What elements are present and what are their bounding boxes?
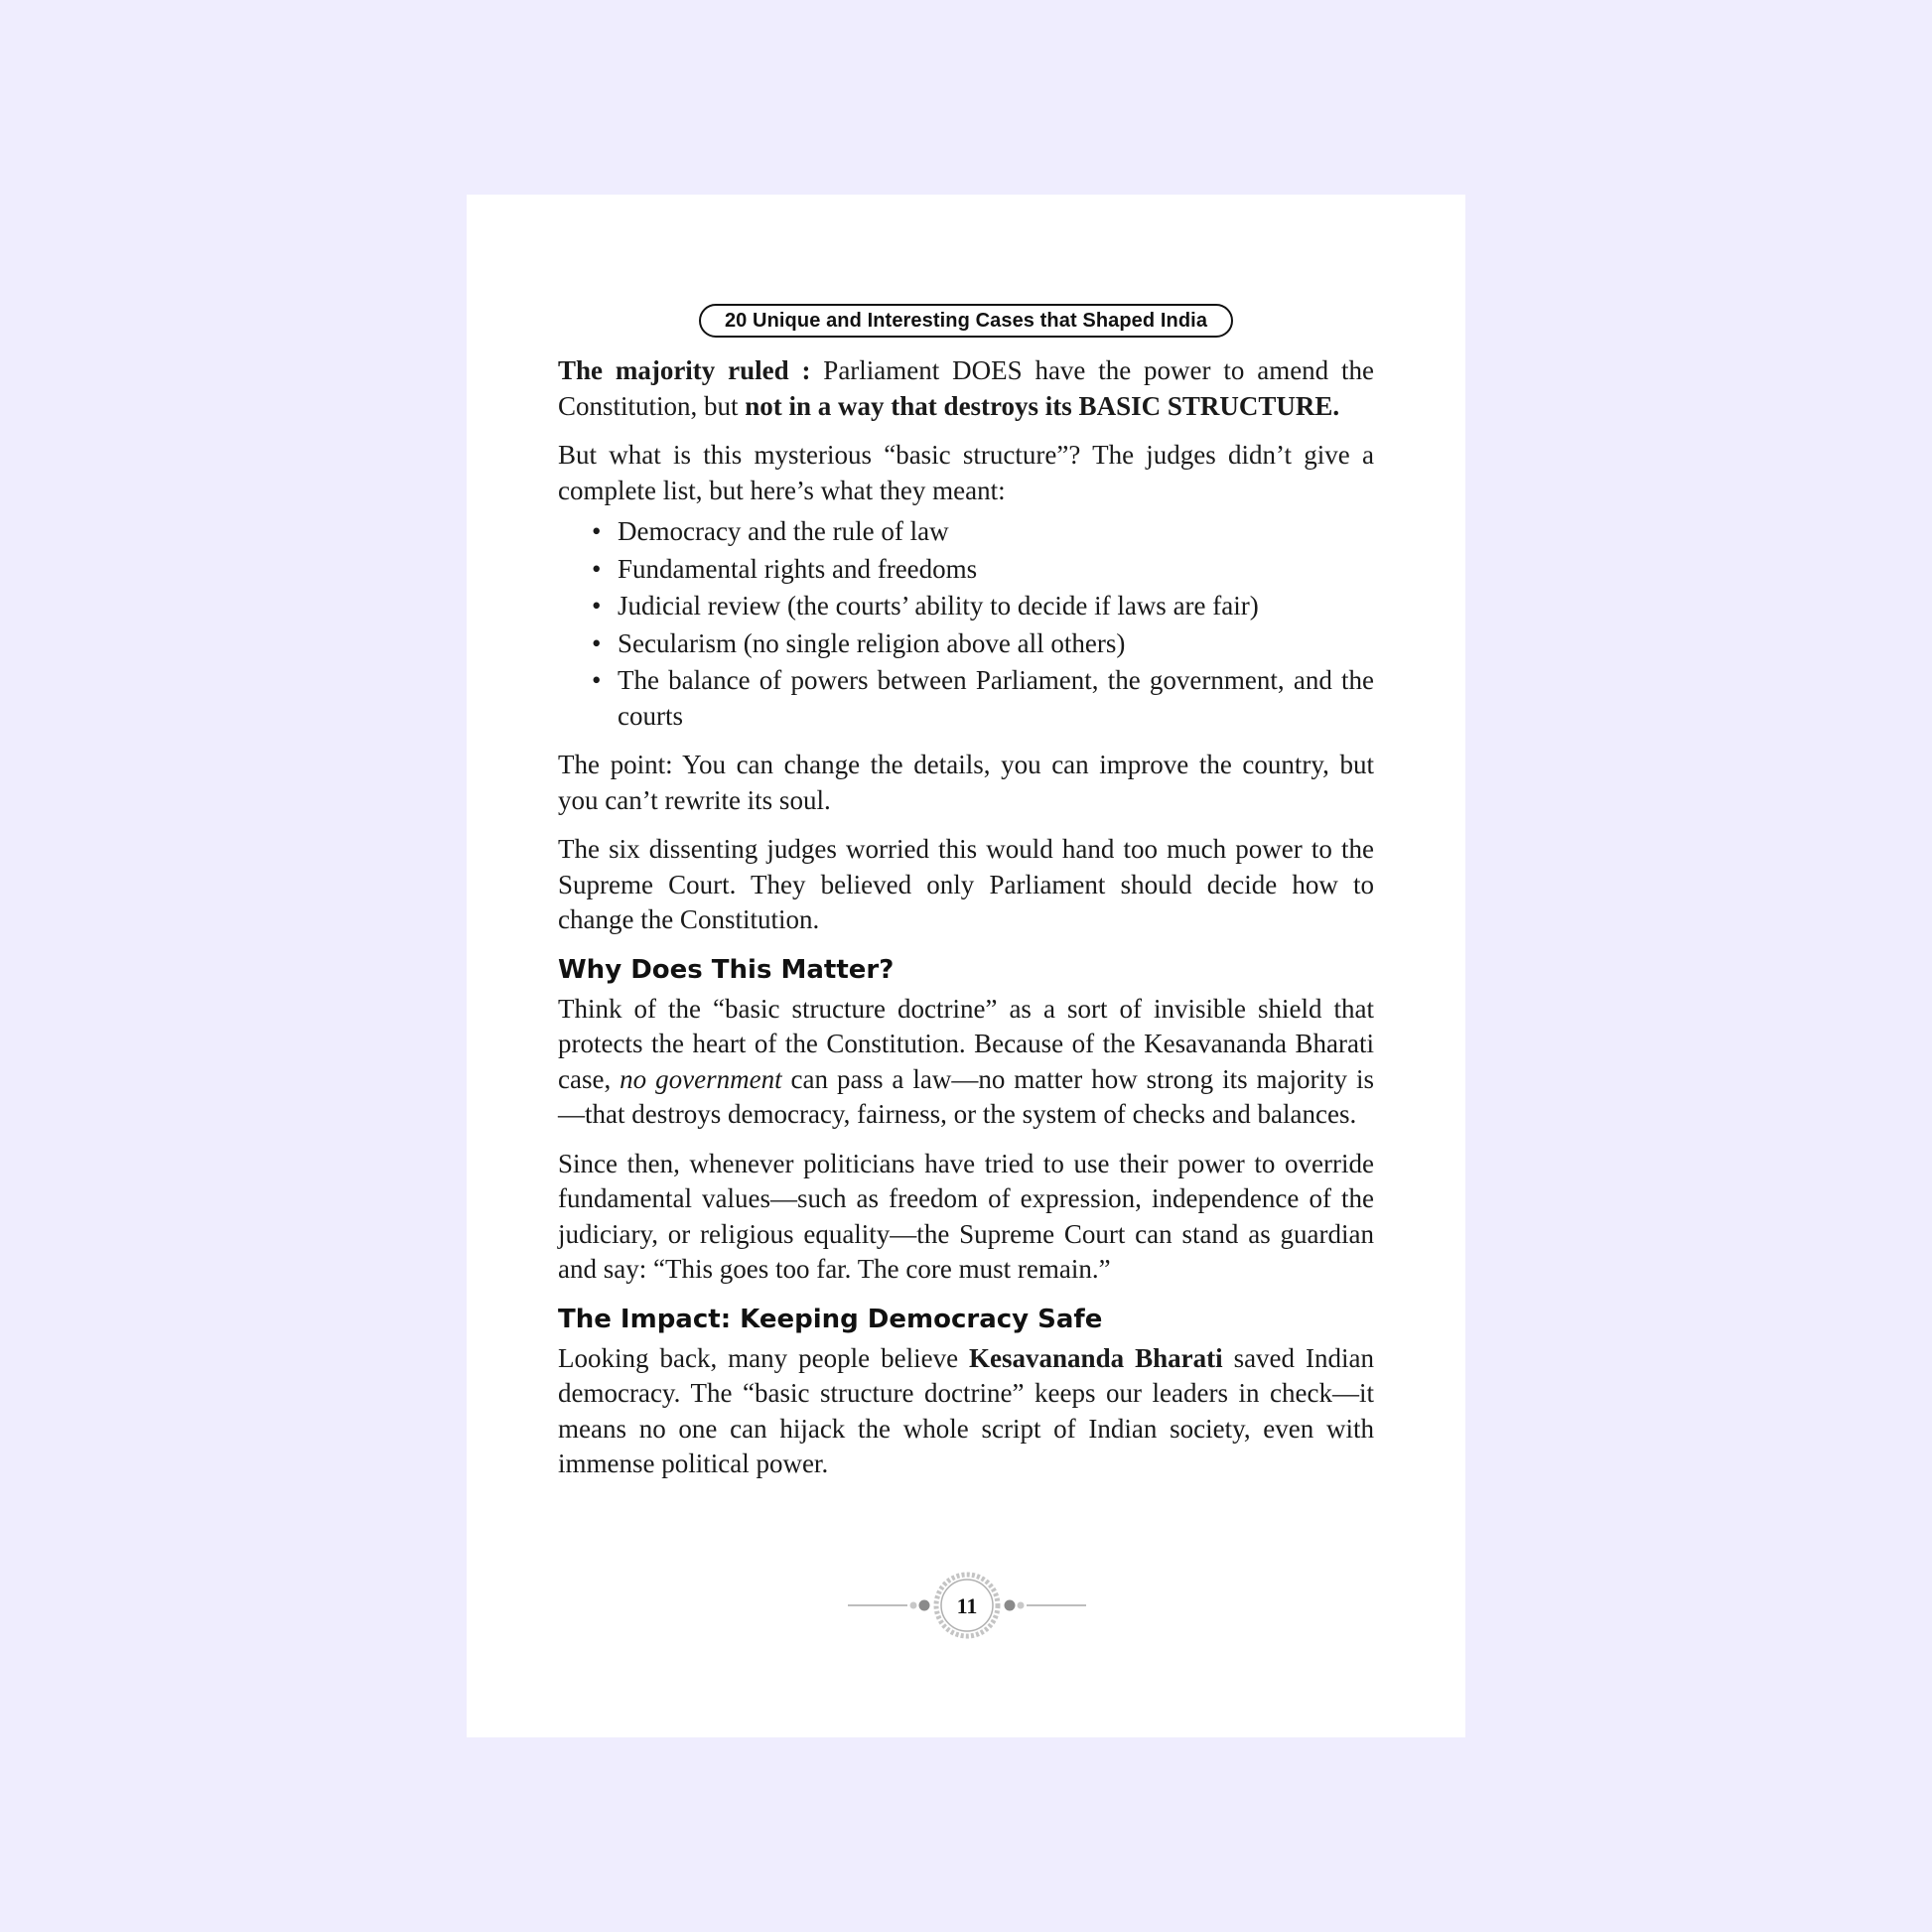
- basic-structure-list: [558, 514, 1374, 734]
- page-number: 11: [956, 1593, 978, 1618]
- paragraph-text: Looking back, many people believe: [558, 1342, 970, 1373]
- lead-phrase: The majority ruled :: [558, 355, 811, 385]
- paragraph-text: saved Indian democracy. The “basic structure doctrine” keeps our leaders in check—it means no one can hijack the whole script of Indian society, even with immense political power.: [558, 1342, 1374, 1478]
- list-item: • The balance of powers between Parliament, the government, and the courts: [618, 663, 1374, 734]
- list-item: • Democracy and the rule of law: [618, 514, 1374, 550]
- paragraph-majority-ruled: [558, 353, 1374, 424]
- paragraph-text: Parliament DOES have the power to amend the Constitution, but: [558, 355, 1374, 421]
- list-item: • Judicial review (the courts’ ability to decide if laws are fair): [618, 589, 1374, 624]
- bold-phrase: Kesavananda Bharati: [969, 1342, 1223, 1373]
- paragraph-looking-back: [558, 1341, 1374, 1482]
- paragraph-dissenting-judges: The six dissenting judges worried this would hand too much power to the Supreme Court. They believed only Parliament should decide how to change the Constitution.: [558, 834, 1374, 934]
- running-head: 20 Unique and Interesting Cases that Shaped India: [699, 304, 1233, 338]
- paragraph-invisible-shield: [558, 992, 1374, 1133]
- book-page: [467, 195, 1465, 1737]
- ornament-dot-right: [1005, 1600, 1016, 1611]
- bold-phrase: not in a way that destroys its BASIC STRUCTURE.: [745, 390, 1340, 421]
- ornament-dot-small-right: [1018, 1602, 1025, 1609]
- section-heading-why-matter: Why Does This Matter?: [558, 954, 895, 985]
- ornament-dot-small-left: [910, 1602, 917, 1609]
- paragraph-since-then: Since then, whenever politicians have tried to use their power to override fundamental values—such as freedom of expression, independence of the judiciary, or religious equality—the Supreme Court can stand as guardian and say: “This goes too far. The core must remain.”: [558, 1148, 1374, 1284]
- italic-phrase: no government: [620, 1063, 782, 1094]
- list-item: • Secularism (no single religion above all others): [618, 626, 1374, 662]
- section-heading-impact: The Impact: Keeping Democracy Safe: [558, 1304, 1103, 1334]
- paragraph-text: Think of the “basic structure doctrine” as a sort of invisible shield that protects the heart of the Constitution. Because of the Kesavananda Bharati case,: [558, 993, 1374, 1094]
- list-item: • Fundamental rights and freedoms: [618, 552, 1374, 588]
- ornament-dot-left: [919, 1600, 930, 1611]
- page-body: [558, 353, 1374, 1496]
- page-number-ornament: [848, 1571, 1086, 1640]
- paragraph-text: can pass a law—no matter how strong its majority is—that destroys democracy, fairness, or the system of checks and balances.: [558, 1063, 1374, 1129]
- paragraph-the-point: The point: You can change the details, you can improve the country, but you can’t rewrite its soul.: [558, 750, 1374, 815]
- paragraph-basic-structure: But what is this mysterious “basic structure”? The judges didn’t give a complete list, but here’s what they meant:: [558, 440, 1374, 505]
